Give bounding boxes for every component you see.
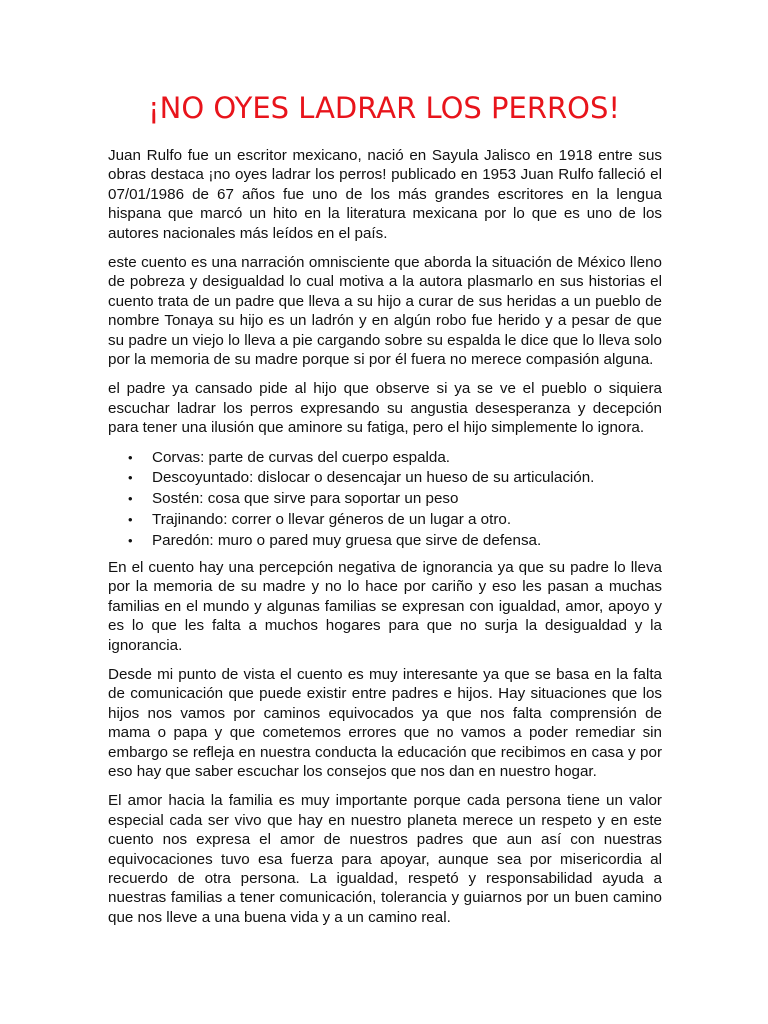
document-title: ¡NO OYES LADRAR LOS PERROS!	[148, 91, 620, 125]
list-item	[128, 448, 662, 467]
glossary-term: Descoyuntado: dislocar o desencajar un hueso de su articulación.	[152, 469, 595, 487]
bullet-icon: •	[128, 532, 133, 548]
paragraph-ignorance: En el cuento hay una percepción negativa de ignorancia ya que su padre lo lleva por la memoria de su madre y no lo hace por cariño y eso les pasan a muchas familias en el mundo y algunas familias se expresan con igualdad, amor, apoyo y es lo que les falta a muchos hogares para que no surja la desigualdad y la ignorancia.	[108, 558, 662, 654]
list-item	[128, 510, 662, 529]
glossary-term: Corvas: parte de curvas del cuerpo espalda.	[152, 448, 451, 466]
glossary-term: Paredón: muro o pared muy gruesa que sirve de defensa.	[152, 531, 542, 549]
list-item	[128, 531, 662, 550]
paragraph-story-summary: este cuento es una narración omnisciente que aborda la situación de México lleno de pobreza y desigualdad lo cual motiva a la autora plasmarlo en sus historias el cuento trata de un padre que lleva a su hijo a curar de sus heridas a un pueblo de nombre Tonaya su hijo es un ladrón y en algún robo fue herido y a pesar de que su padre un viejo lo lleva a pie cargando sobre su espalda le dice que lo lleva solo por la memoria de su madre porque si por él fuera no merece compasión alguna.	[108, 254, 662, 369]
bullet-icon: •	[128, 511, 133, 527]
paragraph-family-love: El amor hacia la familia es muy importante porque cada persona tiene un valor especial cada ser vivo que hay en nuestro planeta merece un respeto y en este cuento nos expresa el amor de nuestros padres que aun así con nuestras equivocaciones tuvo esa fuerza para apoyar, aunque sea por misericordia al recuerdo de otra persona. La igualdad, respetó y responsabilidad ayuda a nuestras familias a tener comunicación, tolerancia y guiarnos por un buen camino que nos lleve a una buena vida y a un camino real.	[108, 792, 662, 926]
paragraph-father-tired: el padre ya cansado pide al hijo que observe si ya se ve el pueblo o siquiera escuchar ladrar los perros expresando su angustia desesperanza y decepción para tener una ilusión que aminore su fatiga, pero el hijo simplemente lo ignora.	[108, 380, 662, 437]
paragraph-author-bio: Juan Rulfo fue un escritor mexicano, nació en Sayula Jalisco en 1918 entre sus obras destaca ¡no oyes ladrar los perros! publicado en 1953 Juan Rulfo falleció el 07/01/1986 de 67 años fue uno de los más grandes escritores en la lengua hispana que marcó un hito en la literatura mexicana por lo que es uno de los autores nacionales más leídos en el país.	[108, 147, 662, 242]
bullet-icon: •	[128, 491, 133, 507]
paragraph-opinion: Desde mi punto de vista el cuento es muy interesante ya que se basa en la falta de comunicación que puede existir entre padres e hijos. Hay situaciones que los hijos nos vamos por caminos equivocados ya que nos falta comprensión de mama o papa y que cometemos errores que no vamos a poder remediar sin embargo se refleja en nuestra conducta la educación que recibimos en casa y por eso hay que saber escuchar los consejos que nos dan en nuestro hogar.	[108, 665, 662, 780]
glossary-list	[108, 448, 662, 550]
bullet-icon: •	[128, 470, 133, 486]
list-item	[128, 489, 662, 508]
document-body	[108, 146, 662, 937]
list-item	[128, 468, 662, 487]
glossary-term: Trajinando: correr o llevar géneros de un lugar a otro.	[152, 510, 512, 528]
bullet-icon: •	[128, 449, 133, 465]
glossary-term: Sostén: cosa que sirve para soportar un peso	[152, 490, 459, 508]
